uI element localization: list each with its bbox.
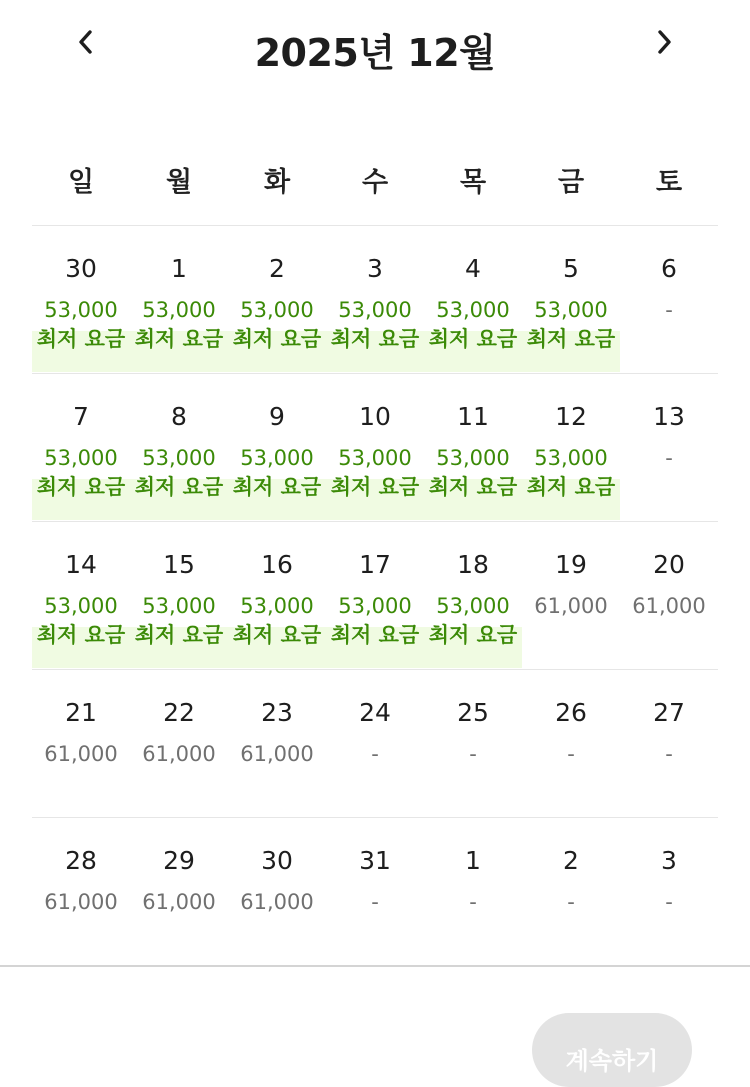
day-cell[interactable] — [620, 226, 718, 374]
day-price: 53,000 — [338, 594, 412, 618]
day-price: - — [567, 890, 575, 914]
day-cell[interactable] — [522, 374, 620, 522]
day-cell[interactable] — [424, 522, 522, 670]
day-number: 22 — [163, 698, 195, 727]
day-cell[interactable] — [424, 226, 522, 374]
day-price: 53,000 — [338, 298, 412, 322]
lowest-price-tag: 최저 요금 — [526, 327, 616, 351]
day-number: 18 — [457, 550, 489, 579]
lowest-price-tag: 최저 요금 — [330, 475, 420, 499]
lowest-price-tag: 최저 요금 — [232, 327, 322, 351]
day-cell[interactable] — [326, 522, 424, 670]
day-number: 4 — [465, 254, 481, 283]
day-cell[interactable] — [620, 374, 718, 522]
day-price: 53,000 — [44, 298, 118, 322]
lowest-price-tag: 최저 요금 — [36, 475, 126, 499]
day-cell[interactable] — [326, 226, 424, 374]
day-cell[interactable] — [620, 818, 718, 966]
day-cell[interactable] — [228, 374, 326, 522]
day-cell[interactable] — [130, 374, 228, 522]
day-price: 61,000 — [240, 890, 314, 914]
day-price: 53,000 — [534, 446, 608, 470]
day-cell[interactable] — [326, 818, 424, 966]
day-price: 53,000 — [142, 594, 216, 618]
weekday-mon: 월 — [165, 167, 193, 198]
day-cell[interactable] — [522, 522, 620, 670]
day-number: 2 — [269, 254, 285, 283]
day-number: 1 — [171, 254, 187, 283]
weekday-fri: 금 — [557, 167, 585, 198]
weekday-sat: 토 — [655, 167, 683, 198]
day-number: 1 — [465, 846, 481, 875]
day-number: 10 — [359, 402, 391, 431]
day-number: 16 — [261, 550, 293, 579]
week-row — [32, 670, 718, 818]
day-cell[interactable] — [32, 226, 130, 374]
day-cell[interactable] — [32, 818, 130, 966]
day-price: 53,000 — [436, 298, 510, 322]
weekday-sun: 일 — [67, 167, 95, 198]
lowest-price-tag: 최저 요금 — [428, 475, 518, 499]
lowest-price-tag: 최저 요금 — [134, 475, 224, 499]
day-cell[interactable] — [228, 818, 326, 966]
day-cell[interactable] — [522, 226, 620, 374]
day-number: 26 — [555, 698, 587, 727]
day-price: 53,000 — [142, 298, 216, 322]
footer-divider — [0, 965, 750, 967]
day-number: 5 — [563, 254, 579, 283]
lowest-price-tag: 최저 요금 — [428, 623, 518, 647]
day-price: - — [469, 742, 477, 766]
lowest-price-tag: 최저 요금 — [232, 475, 322, 499]
week-row — [32, 818, 718, 966]
day-number: 21 — [65, 698, 97, 727]
day-number: 20 — [653, 550, 685, 579]
day-number: 19 — [555, 550, 587, 579]
day-cell[interactable] — [326, 374, 424, 522]
day-cell[interactable] — [424, 670, 522, 818]
week-row — [32, 374, 718, 522]
day-cell[interactable] — [620, 522, 718, 670]
lowest-price-tag: 최저 요금 — [330, 327, 420, 351]
day-price: 53,000 — [534, 298, 608, 322]
day-number: 9 — [269, 402, 285, 431]
month-title: 2025년 12월 — [254, 31, 496, 75]
day-number: 24 — [359, 698, 391, 727]
day-price: 53,000 — [436, 594, 510, 618]
day-number: 29 — [163, 846, 195, 875]
next-month-button[interactable] — [644, 22, 684, 62]
day-cell[interactable] — [130, 522, 228, 670]
day-number: 11 — [457, 402, 489, 431]
lowest-price-tag: 최저 요금 — [428, 327, 518, 351]
lowest-price-tag: 최저 요금 — [36, 327, 126, 351]
chevron-right-icon — [654, 28, 674, 56]
day-price: - — [665, 890, 673, 914]
day-price: - — [567, 742, 575, 766]
weekday-thu: 목 — [459, 167, 487, 198]
day-cell[interactable] — [228, 670, 326, 818]
day-price: - — [665, 298, 673, 322]
day-number: 12 — [555, 402, 587, 431]
day-cell[interactable] — [32, 670, 130, 818]
day-cell[interactable] — [522, 818, 620, 966]
day-number: 7 — [73, 402, 89, 431]
day-price: 53,000 — [240, 446, 314, 470]
week-row — [32, 522, 718, 670]
day-number: 8 — [171, 402, 187, 431]
day-number: 13 — [653, 402, 685, 431]
day-number: 14 — [65, 550, 97, 579]
day-price: 61,000 — [44, 742, 118, 766]
lowest-price-tag: 최저 요금 — [36, 623, 126, 647]
lowest-price-tag: 최저 요금 — [134, 623, 224, 647]
day-price: - — [371, 890, 379, 914]
calendar-header — [0, 0, 750, 100]
day-number: 27 — [653, 698, 685, 727]
day-price: 61,000 — [44, 890, 118, 914]
day-number: 25 — [457, 698, 489, 727]
day-cell[interactable] — [130, 670, 228, 818]
day-price: 53,000 — [44, 594, 118, 618]
day-number: 3 — [661, 846, 677, 875]
day-cell[interactable] — [522, 670, 620, 818]
weekday-tue: 화 — [263, 167, 291, 198]
lowest-price-tag: 최저 요금 — [526, 475, 616, 499]
lowest-price-tag: 최저 요금 — [134, 327, 224, 351]
day-number: 6 — [661, 254, 677, 283]
day-number: 2 — [563, 846, 579, 875]
day-price: 61,000 — [142, 742, 216, 766]
week-row — [32, 226, 718, 374]
day-price: 53,000 — [436, 446, 510, 470]
day-cell[interactable] — [130, 818, 228, 966]
weekday-header — [32, 160, 718, 205]
day-number: 3 — [367, 254, 383, 283]
day-number: 28 — [65, 846, 97, 875]
day-cell[interactable] — [620, 670, 718, 818]
day-cell[interactable] — [424, 374, 522, 522]
day-price: 53,000 — [240, 298, 314, 322]
day-cell[interactable] — [130, 226, 228, 374]
day-cell[interactable] — [228, 226, 326, 374]
day-number: 23 — [261, 698, 293, 727]
day-cell[interactable] — [228, 522, 326, 670]
continue-button[interactable]: 계속하기 — [532, 1013, 692, 1087]
day-price: - — [469, 890, 477, 914]
day-number: 31 — [359, 846, 391, 875]
day-price: 61,000 — [240, 742, 314, 766]
day-number: 30 — [65, 254, 97, 283]
day-cell[interactable] — [32, 374, 130, 522]
lowest-price-tag: 최저 요금 — [330, 623, 420, 647]
day-price: 53,000 — [338, 446, 412, 470]
day-price: 53,000 — [142, 446, 216, 470]
day-price: - — [665, 446, 673, 470]
day-price: 53,000 — [240, 594, 314, 618]
day-price: - — [371, 742, 379, 766]
day-cell[interactable] — [32, 522, 130, 670]
day-number: 30 — [261, 846, 293, 875]
day-price: 61,000 — [632, 594, 706, 618]
day-cell[interactable] — [326, 670, 424, 818]
day-number: 17 — [359, 550, 391, 579]
day-price: 61,000 — [534, 594, 608, 618]
day-number: 15 — [163, 550, 195, 579]
day-cell[interactable] — [424, 818, 522, 966]
day-price: - — [665, 742, 673, 766]
weekday-wed: 수 — [361, 167, 389, 198]
lowest-price-tag: 최저 요금 — [232, 623, 322, 647]
day-price: 53,000 — [44, 446, 118, 470]
day-price: 61,000 — [142, 890, 216, 914]
